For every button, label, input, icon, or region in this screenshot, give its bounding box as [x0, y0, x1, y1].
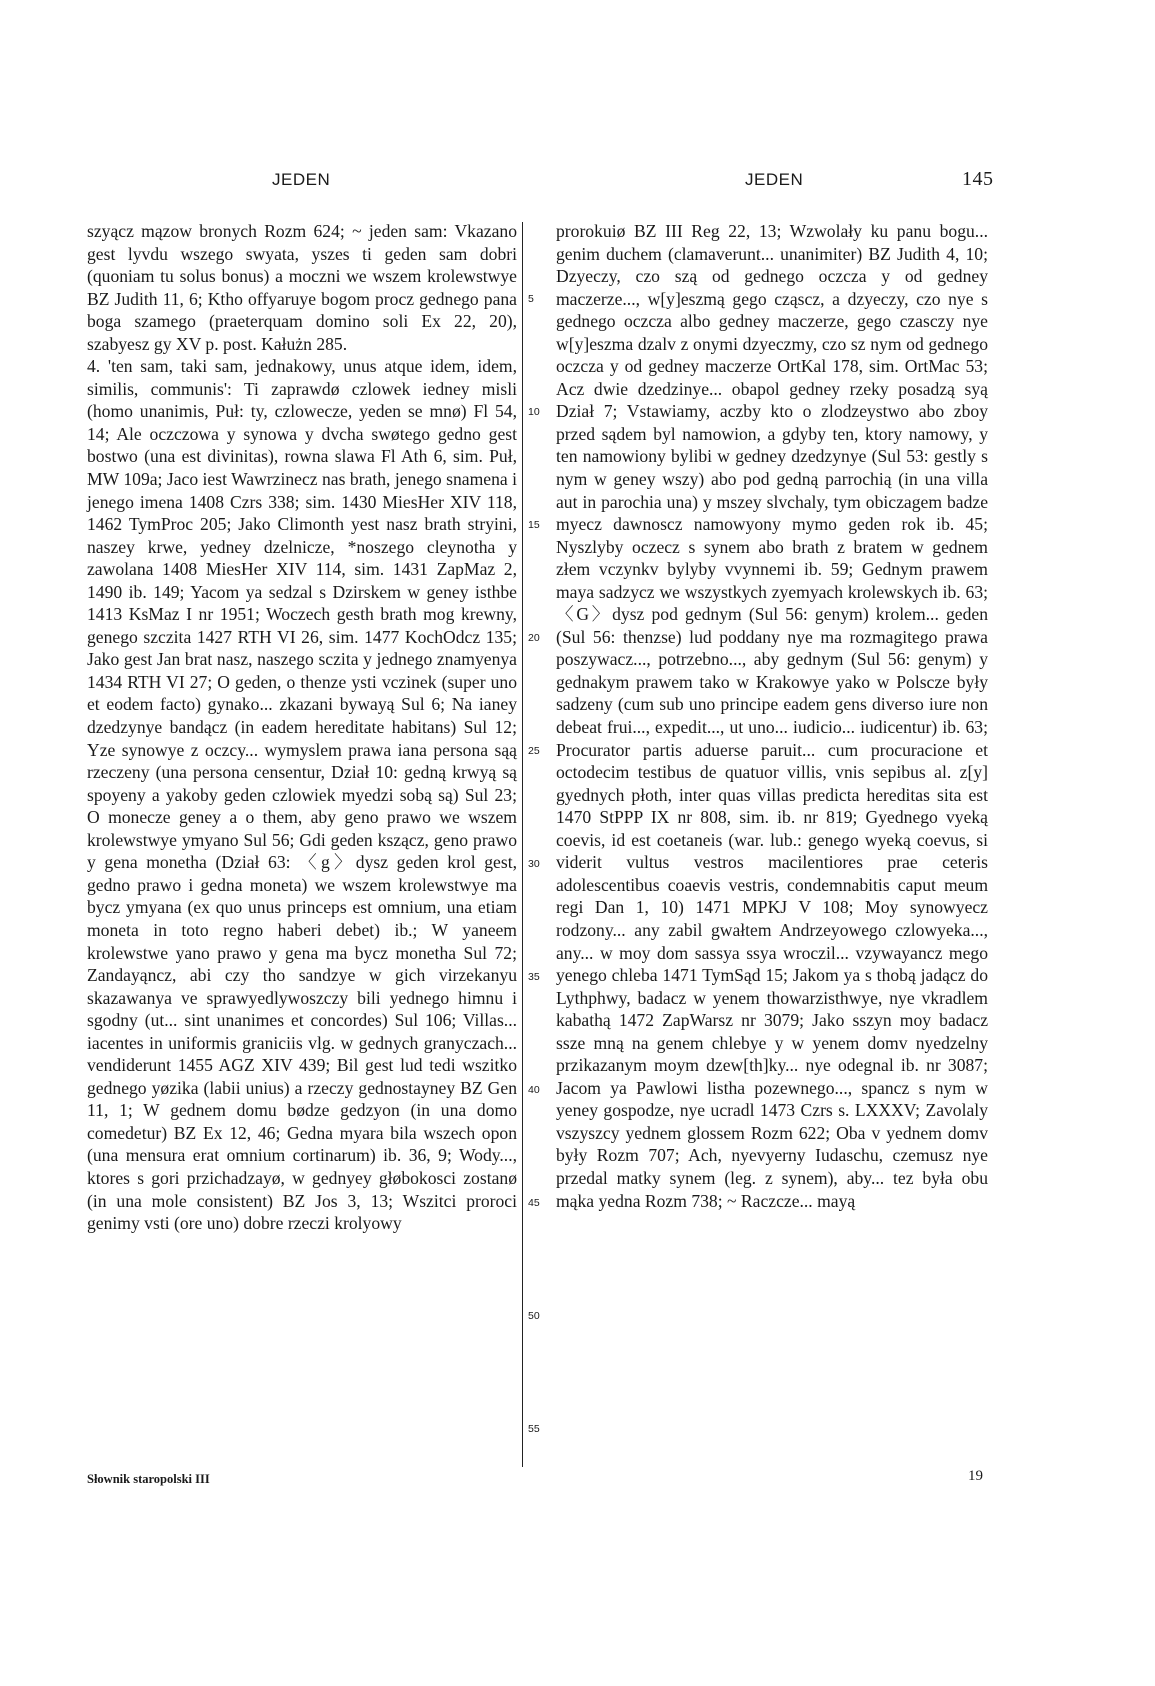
line-number-45: 45	[528, 1197, 540, 1209]
column-rule	[522, 222, 523, 1467]
right-paragraph-1: prorokuiø BZ III Reg 22, 13; Wzwolały ku panu bogu... genim duchem (clamaverunt... unanimiter) BZ Judith 4, 10; Dzyeczy, czo szą od gednego oczcza y od gedney maczerze..., w[y]eszmą gego cząscz, a dzyeczy, czo nye s gednego oczcza albo gedney maczerze, gego czasczy nye w[y]eszma dzalv z onymi dzyeczmy, czo sz nym od gednego oczcza y od gedney maczerze OrtKal 178, sim. OrtMac 53; Acz dwie dzedzinye... obapol gedney rzeky posadzą syą Dział 7; Vstawiamy, aczby kto o zlodzeystwo abo zboy przed sądem byl namowion, a gdyby ten, ktory namowy, y ten namowiony bylibi w gedney dzedzynye (Sul 53: gestly s nym w geney wszy) abo pod gedną parrochią (in una villa aut in parochia una) y mszey slvchaly, tym obiczagem badze myecz dawnoscz namowyony mymo geden rok ib. 45; Nyszlyby oczecz s synem abo brath z bratem w gednem złem vczynkv bylyby vvynnemi ib. 59; Gednym prawem maya sadzycz we wszystkych zyemyach krolewskych ib. 63; 〈G〉dysz pod gednym (Sul 56: genym) krolem... geden (Sul 56: thenzse) lud poddany nye ma rozmagitego prawa poszywacz..., potrzebno..., aby gednym (Sul 56: genym) y gednakym prawem tako w Krakowye yako w Polscze były sadzeny (cum sub uno principe eadem gens diverso iure non debeat frui..., expedit..., ut uno... iudicio... iudicentur) ib. 63; Procurator partis aduerse paruit... cum procuracione et octodecim testibus de quatuor villis, vnis sepibus al. z[y] gyednych płoth, inter quas villas predicta hereditas sita est 1470 StPPP IX nr 808, sim. ib. nr 819; Gyednego vyeką coevis, id est coetaneis (war. lub.: genego wyeką coevus, si viderit vultus vestros macilentiores prae ceteris adolescentibus coaevis vestris, condemnabitis caput meum regi Dan 1, 10) 1471 MPKJ V 108; Moy synowyecz rodzony... any zabil gwałtem Andrzeyowego czlowyeka..., any... w moy dom sassya ssya wroczil... vzywayancz mego yenego chleba 1471 TymSąd 15; Jakom ya s thobą jadącz do Lythphwy, badacz w yenem thowarzisthwye, nye vkradlem kabathą 1472 ZapWarsz nr 3079; Jako sszyn moy badacz ssze mną na genem chlebye y w yenem domv nyedzelny przikazanym moym dzew[th]ky... nye odegnal ib. nr 3087; Jacom ya Pawlowi listha pozewnego..., spancz s nym w yeney gospodze, nye ucradl 1473 Czrs s. LXXXV; Zavolaly vszyszcy yednem glossem Rozm 622; Oba v yednem domv były Rozm 707; Ach, nyevyerny Iudaschu, czemusz nye przedal matky synem (leg. z synem), aby... tez była obu mąka yedna Rozm 738; ~ Raczcze... mayą	[556, 221, 988, 1211]
signature-mark: Słownik staropolski III	[87, 1472, 210, 1486]
left-paragraph-2: 4. 'ten sam, taki sam, jednakowy, unus atque idem, idem, similis, communis': Ti zaprawdø czlowek iedney misli (homo unanimis, Puł: ty, czlowecze, yeden se mnø) Fl 54, 14; Ale oczczowa y synowa y dvcha swøtego gedno gest bostwo (una est divinitas), rowna slawa Fl Ath 6, sim. Puł, MW 109a; Jaco iest Wawrzinecz nas brath, jenego snamena i jenego imena 1408 Czrs 338; sim. 1430 MiesHer XIV 118, 1462 TymProc 205; Jako Climonth yest nasz brath stryini, naszey krwe, yedney dzelnicze, *noszego cleynotha y zawolana 1408 MiesHer XIV 114, sim. 1431 ZapMaz 2, 1490 ib. 149; Yacom ya sedzal s Dzirskem w geney isthbe 1413 KsMaz I nr 1951; Woczech gesth brath mog krewny, genego szczita 1427 RTH VI 26, sim. 1477 KochOdcz 135; Jako gest Jan brat nasz, naszego sczita y jednego znamyenya 1434 RTH VI 27; O geden, o thenze ysti vczinek (super uno et eodem facto) gynako... zkazani bywayą Sul 6; Na ianey dzedzynye bandącz (in eadem hereditate habitans) Sul 12; Yze synowye z oczcy... wymyslem prawa iana persona sąą rzeczeny (una persona censentur, Dział 10: gedną krwyą są spoyeny a yakoby geden czlowiek myedzi sobą są) Sul 23; O monecze geney a o them, aby geno prawo we wszem krolewstwye ymyano Sul 56; Gdi geden kszącz, geno prawo y gena monetha (Dział 63: 〈g〉dysz geden krol gest, gedno prawo i gedna moneta) we wszem krolewstwye ma bycz ymyana (ex quo unus princeps est omnium, una etiam moneta in toto regno haberi debet) ib.; W yaneem krolewstwe yano prawo y gena ma bycz monetha Sul 72; Zandayąncz, abi czy tho sandzye w gich virzekanyu skazawanya ve sprawyedlywoszczy bili yednego himnu i sgodny (ut... sint unanimes et concordes) Sul 106; Villas... iacentes in uniformis graniciis vlg. w gednych granyczach... vendiderunt 1455 AGZ XIV 439; Bil gest lud tedi wszitko gednego yøzika (labii unius) a rzeczy gednostayney BZ Gen 11, 1; W gednem domu bødze gedzyon (in una domo comedetur) BZ Ex 12, 46; Gedna myara bila wszech opon (una mensura erat omnium cortinarum) ib. 36, 9; Wody..., ktores s gori przichadzayø, w gednyey głøbokosci zostanø (in una mole consistent) BZ Jos 3, 13; Wszitci proroci genimy vsti (ore uno) dobre rzeczi krolyowy	[87, 356, 517, 1234]
line-number-15: 15	[528, 519, 540, 531]
line-number-25: 25	[528, 745, 540, 757]
line-number-55: 55	[528, 1423, 540, 1435]
line-number-20: 20	[528, 632, 540, 644]
line-number-30: 30	[528, 858, 540, 870]
sheet-number: 19	[968, 1468, 983, 1484]
line-number-35: 35	[528, 971, 540, 983]
left-column	[87, 220, 517, 1235]
line-number-40: 40	[528, 1084, 540, 1096]
running-head-right: JEDEN	[745, 170, 804, 189]
left-paragraph-1: szyącz mązow bronych Rozm 624; ~ jeden sam: Vkazano gest lyvdu wszego swyata, yszes ti geden sam dobri (quoniam tu solus bonus) a moczni we wszem krolewstwye BZ Judith 11, 6; Ktho offyaruye bogom procz gednego pana boga szamego (praeterquam domino soli Ex 22, 20), szabyesz gy XV p. post. Kałużn 285.	[87, 221, 517, 354]
line-number-50: 50	[528, 1310, 540, 1322]
running-head-left: JEDEN	[272, 170, 331, 189]
line-number-10: 10	[528, 406, 540, 418]
page-number: 145	[962, 168, 994, 190]
right-column	[556, 220, 988, 1212]
line-number-5: 5	[528, 293, 534, 305]
